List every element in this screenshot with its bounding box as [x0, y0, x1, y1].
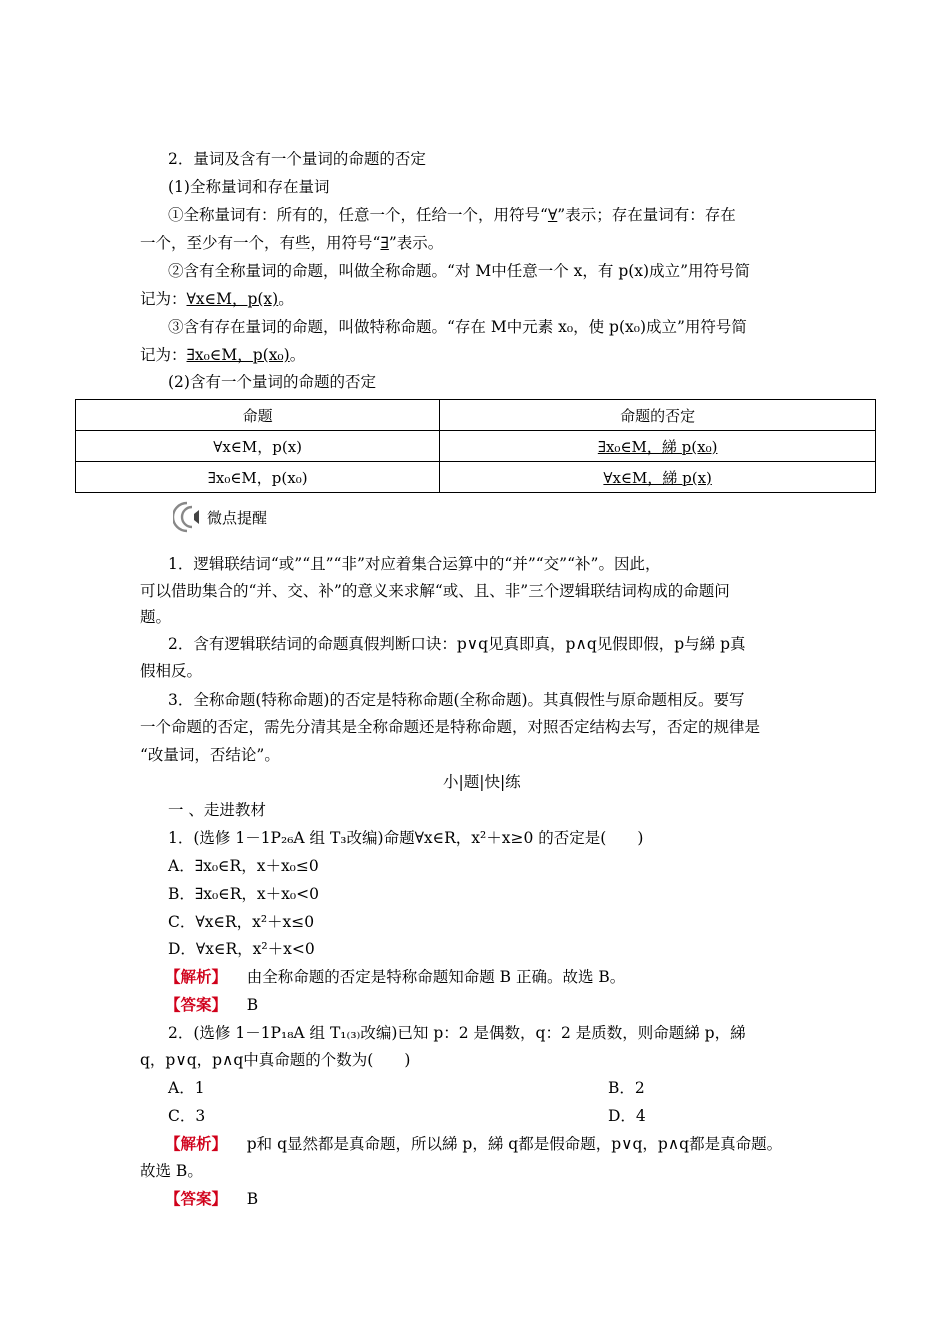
table-cell: ∀x∈M，p(x) — [76, 431, 440, 462]
question-2-option-a: A．1 — [168, 1079, 205, 1097]
table-cell: ∃x₀∈M，綈 p(x₀) — [440, 431, 876, 462]
tip-3: 3．全称命题(特称命题)的否定是特称命题(全称命题)。其真假性与原命题相反。要写 — [168, 691, 745, 709]
question-2-stem: 2．(选修 1－1P₁₈A 组 T₁₍₃₎改编)已知 p：2 是偶数，q：2 是质数，则命题綈 p，綈 — [168, 1024, 746, 1042]
table-cell: ∀x∈M，綈 p(x) — [440, 462, 876, 493]
paragraph-existential-cont: 记为：∃x₀∈M，p(x₀)。 — [140, 346, 306, 364]
table-row — [76, 462, 876, 493]
question-1-option-b: B．∃x₀∈R，x＋x₀<0 — [168, 885, 319, 903]
analysis-label: 【解析】 — [165, 1134, 228, 1153]
tips-title: 微点提醒 — [207, 509, 268, 527]
table-header: 命题 — [76, 400, 440, 431]
tip-2-cont: 假相反。 — [140, 662, 203, 680]
paragraph-quantifiers: ①全称量词有：所有的，任意一个，任给一个，用符号“∀”表示；存在量词有：存在 — [168, 206, 736, 224]
paragraph-existential: ③含有存在量词的命题，叫做特称命题。“存在 M中元素 x₀，使 p(x₀)成立”用符号简 — [168, 318, 747, 336]
question-1-option-c: C．∀x∈R，x²＋x≤0 — [168, 913, 315, 931]
question-1-stem: 1．(选修 1－1P₂₆A 组 T₃改编)命题∀x∈R，x²＋x≥0 的否定是( ) — [168, 829, 644, 847]
subsection-title-2: (2)含有一个量词的命题的否定 — [168, 373, 376, 391]
paragraph-universal-cont: 记为：∀x∈M，p(x)。 — [140, 290, 294, 308]
negation-table — [75, 399, 876, 493]
question-1-option-a: A．∃x₀∈R，x＋x₀≤0 — [168, 857, 319, 875]
table-row — [76, 431, 876, 462]
answer-label: 【答案】 — [165, 995, 228, 1014]
practice-part-title: 一 、走进教材 — [168, 801, 266, 819]
table-cell: ∃x₀∈M，p(x₀) — [76, 462, 440, 493]
paragraph-universal: ②含有全称量词的命题，叫做全称命题。“对 M中任意一个 x，有 p(x)成立”用符号简 — [168, 262, 751, 280]
question-2-analysis-cont: 故选 B。 — [140, 1162, 203, 1180]
question-2-analysis: 【解析】 p和 q显然都是真命题，所以綈 p，綈 q都是假命题，p∨q，p∧q都是真命题。 — [165, 1134, 783, 1153]
answer-label: 【答案】 — [165, 1189, 228, 1208]
tip-3-cont: “改量词，否结论”。 — [140, 746, 280, 764]
question-1-option-d: D．∀x∈R，x²＋x<0 — [168, 940, 315, 958]
subsection-title-1: (1)全称量词和存在量词 — [168, 178, 330, 196]
question-1-analysis: 【解析】 由全称命题的否定是特称命题知命题 B 正确。故选 B。 — [165, 967, 626, 986]
universal-notation: ∀x∈M，p(x) — [186, 290, 279, 308]
tip-1-cont: 可以借助集合的“并、交、补”的意义来求解“或、且、非”三个逻辑联结词构成的命题问 — [140, 582, 730, 600]
practice-heading: 小|题|快|练 — [443, 773, 521, 791]
tip-1: 1．逻辑联结词“或”“且”“非”对应着集合运算中的“并”“交”“补”。因此， — [168, 555, 661, 573]
tip-3-cont: 一个命题的否定，需先分清其是全称命题还是特称命题，对照否定结构去写，否定的规律是 — [140, 718, 761, 736]
question-2-option-c: C．3 — [168, 1107, 206, 1125]
speaker-icon — [173, 499, 209, 535]
paragraph-quantifiers-cont: 一个，至少有一个，有些，用符号“∃”表示。 — [140, 234, 444, 252]
question-1-answer: 【答案】 B — [165, 995, 259, 1014]
existential-notation: ∃x₀∈M，p(x₀) — [186, 346, 290, 364]
exists-symbol: ∃ — [380, 234, 389, 252]
table-header: 命题的否定 — [440, 400, 876, 431]
question-2-stem-cont: q，p∨q，p∧q中真命题的个数为( ) — [140, 1051, 411, 1069]
question-2-option-d: D．4 — [608, 1107, 646, 1125]
tip-2: 2．含有逻辑联结词的命题真假判断口诀：p∨q见真即真，p∧q见假即假，p与綈 p真 — [168, 635, 746, 653]
section-title: 2．量词及含有一个量词的命题的否定 — [168, 150, 426, 168]
tip-1-cont: 题。 — [140, 608, 172, 626]
question-2-answer: 【答案】 B — [165, 1189, 259, 1208]
question-2-option-b: B．2 — [608, 1079, 645, 1097]
table-header-row — [76, 400, 876, 431]
analysis-label: 【解析】 — [165, 967, 228, 986]
forall-symbol: ∀ — [547, 206, 558, 224]
